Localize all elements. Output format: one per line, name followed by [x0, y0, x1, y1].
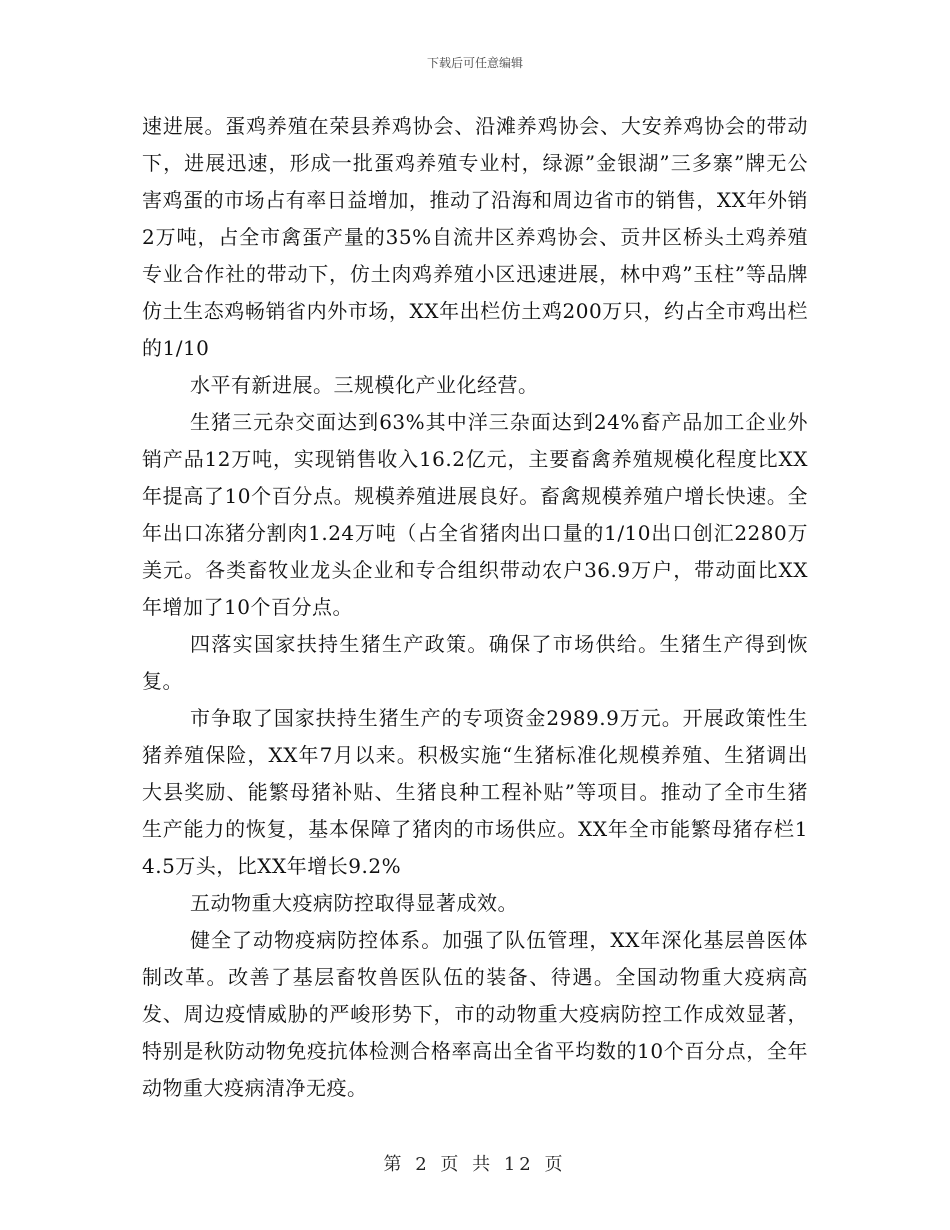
paragraph-pig-crossbreeding: 生猪三元杂交面达到63%其中洋三杂面达到24%畜产品加工企业外销产品12万吨，实现销售收入16.2亿元，主要畜禽养殖规模化程度比XX年提高了10个百分点。规模养殖进展良好。畜禽规模养殖户增长快速。全年出口冻猪分割肉1.24万吨（占全省猪肉出口量的1/10出口创汇2280万美元。各类畜牧业龙头企业和专合组织带动农户36.9万户，带动面比XX年增加了10个百分点。 — [142, 410, 808, 619]
paragraph-disease-control-system: 健全了动物疫病防控体系。加强了队伍管理，XX年深化基层兽医体制改革。改善了基层畜牧兽医队伍的装备、待遇。全国动物重大疫病高发、周边疫情威胁的严峻形势下，市的动物重大疫病防控工作成效显著，特别是秋防动物免疫抗体检测合格率高出全省平均数的10个百分点，全年动物重大疫病清净无疫。 — [142, 928, 808, 1100]
paragraph-heading-policy: 四落实国家扶持生猪生产政策。确保了市场供给。生猪生产得到恢复。 — [142, 632, 808, 693]
page-number: 第 2 页 共 12 页 — [383, 1154, 567, 1175]
paragraph-heading-level: 水平有新进展。三规模化产业化经营。 — [190, 373, 539, 397]
paragraph-continuation: 速进展。蛋鸡养殖在荣县养鸡协会、沿滩养鸡协会、大安养鸡协会的带动下，进展迅速，形成一批蛋鸡养殖专业村，绿源”金银湖”三多寨”牌无公害鸡蛋的市场占有率日益增加，推动了沿海和周边省市的销售，XX年外销2万吨，占全市禽蛋产量的35%自流井区养鸡协会、贡井区桥头土鸡养殖专业合作社的带动下，仿土肉鸡养殖小区迅速进展，林中鸡”玉柱”等品牌仿土生态鸡畅销省内外市场，XX年出栏仿土鸡200万只，约占全市鸡出栏的1/10 — [142, 114, 808, 360]
paragraph-heading-disease-control: 五动物重大疫病防控取得显著成效。 — [190, 891, 518, 915]
paragraph-special-funds: 市争取了国家扶持生猪生产的专项资金2989.9万元。开展政策性生猪养殖保险，XX年7月以来。积极实施“生猪标准化规模养殖、生猪调出大县奖励、能繁母猪补贴、生猪良种工程补贴”等项目。推动了全市生猪生产能力的恢复，基本保障了猪肉的市场供应。XX年全市能繁母猪存栏14.5万头，比XX年增长9.2% — [142, 706, 808, 878]
header-note: 下载后可任意编辑 — [426, 56, 523, 70]
body-text — [142, 108, 808, 1107]
